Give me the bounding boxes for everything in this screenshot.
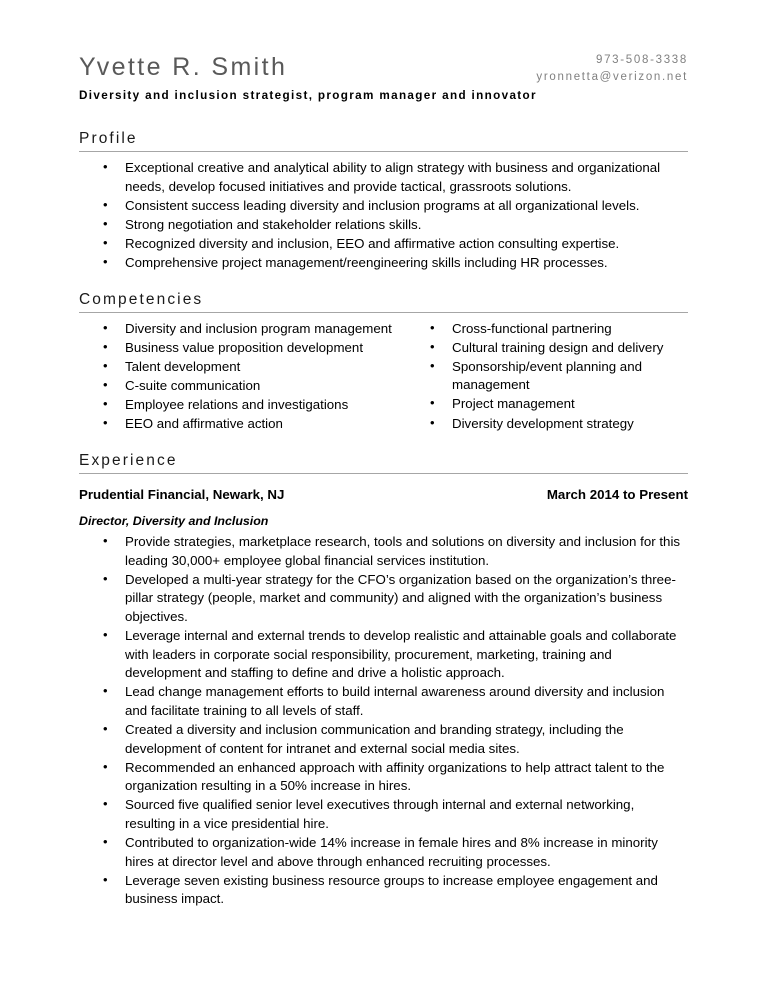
competencies-columns	[79, 320, 688, 435]
list-item: • Recognized diversity and inclusion, EEO and affirmative action consulting expertise.	[79, 235, 688, 254]
list-item: • Cross-functional partnering	[430, 320, 688, 339]
list-item: • Exceptional creative and analytical ability to align strategy with business and organizational needs, develop focused initiatives and provide tactical, grassroots solutions.	[79, 159, 688, 196]
list-item: • Project management	[430, 395, 688, 414]
list-item: • Lead change management efforts to build internal awareness around diversity and inclusion and facilitate training to all levels of staff.	[79, 683, 688, 720]
list-item: • Provide strategies, marketplace research, tools and solutions on diversity and inclusion for this leading 30,000+ employee global financial services institution.	[79, 533, 688, 570]
profile-heading: Profile	[79, 129, 688, 152]
resume-header	[79, 52, 688, 112]
job-title: Director, Diversity and Inclusion	[79, 514, 269, 529]
competencies-left-column	[79, 320, 430, 435]
list-item: • Employee relations and investigations	[79, 396, 430, 415]
list-item: • Business value proposition development	[79, 339, 430, 358]
list-item: • Leverage internal and external trends to develop realistic and attainable goals and collaborate with leaders in corporate social responsibility, procurement, marketing, training and development and staffing to define and drive a holistic approach.	[79, 627, 688, 683]
list-item: • Sourced five qualified senior level executives through internal and external networking, resulting in a vice presidential hire.	[79, 796, 688, 833]
phone-number: 973-508-3338	[595, 54, 688, 66]
list-item: • Recommended an enhanced approach with affinity organizations to help attract talent to the organization resulting in a 50% increase in hires.	[79, 759, 688, 796]
profile-section	[79, 129, 688, 273]
list-item: • EEO and affirmative action	[79, 415, 430, 434]
competencies-right-column	[430, 320, 688, 435]
list-item: • Diversity development strategy	[430, 415, 688, 434]
list-item: • Diversity and inclusion program management	[79, 320, 430, 339]
candidate-tagline: Diversity and inclusion strategist, program manager and innovator	[79, 89, 537, 102]
list-item: • Developed a multi-year strategy for the CFO’s organization based on the organization’s three-pillar strategy (people, market and community) and aligned with the organization’s business objectives.	[79, 571, 688, 627]
competencies-heading: Competencies	[79, 290, 688, 313]
list-item: • Cultural training design and delivery	[430, 339, 688, 358]
contact-info	[536, 52, 688, 86]
competencies-left-list	[79, 320, 430, 434]
email-address: yronnetta@verizon.net	[536, 71, 688, 83]
list-item: • Comprehensive project management/reengineering skills including HR processes.	[79, 254, 688, 273]
list-item: • Strong negotiation and stakeholder relations skills.	[79, 216, 688, 235]
competencies-right-list	[430, 320, 688, 434]
employment-dates: March 2014 to Present	[546, 487, 688, 503]
candidate-name: Yvette R. Smith	[79, 53, 288, 81]
experience-heading: Experience	[79, 451, 688, 474]
employer-name: Prudential Financial, Newark, NJ	[79, 487, 285, 503]
list-item: • Leverage seven existing business resource groups to increase employee engagement and business impact.	[79, 872, 688, 909]
profile-bullet-list	[79, 159, 688, 273]
employer-row	[79, 486, 688, 504]
experience-bullet-list	[79, 533, 688, 909]
list-item: • Contributed to organization-wide 14% increase in female hires and 8% increase in minority hires at director level and above through enhanced recruiting processes.	[79, 834, 688, 871]
list-item: • C-suite communication	[79, 377, 430, 396]
list-item: • Talent development	[79, 358, 430, 377]
competencies-section	[79, 290, 688, 435]
experience-entry	[79, 486, 688, 909]
list-item: • Sponsorship/event planning and management	[430, 358, 688, 395]
list-item: • Created a diversity and inclusion communication and branding strategy, including the development of content for intranet and external social media sites.	[79, 721, 688, 758]
experience-section	[79, 451, 688, 909]
list-item: • Consistent success leading diversity and inclusion programs at all organizational levels.	[79, 197, 688, 216]
